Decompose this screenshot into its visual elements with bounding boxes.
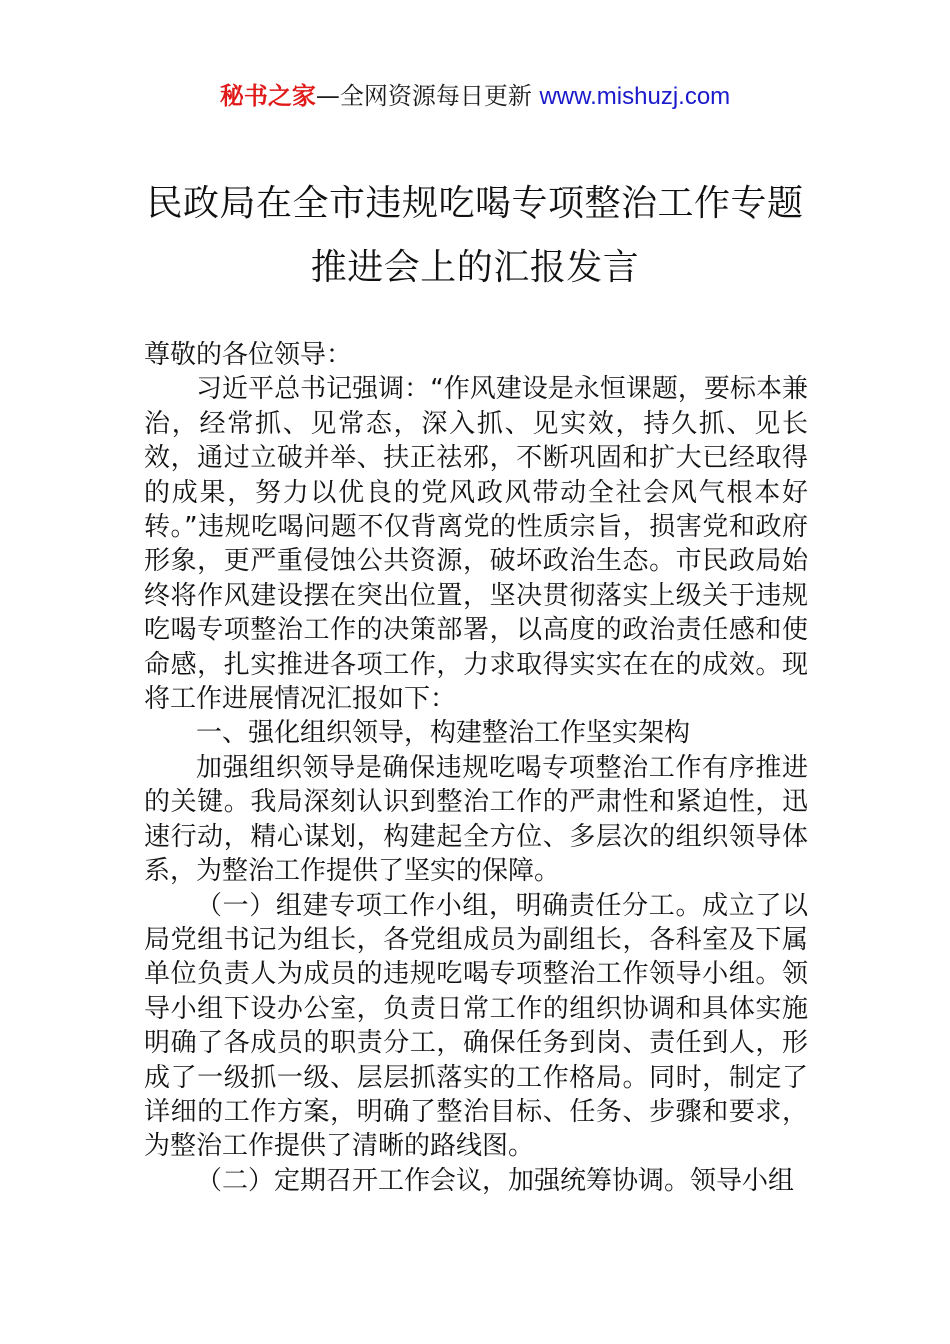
- site-header: [0, 80, 950, 113]
- document-body: [144, 338, 808, 1198]
- salutation: 尊敬的各位领导：: [144, 340, 353, 370]
- document-title: [60, 172, 890, 300]
- paragraph-subsection-2: （二）定期召开工作会议，加强统筹协调。领导小组: [196, 1165, 795, 1196]
- paragraph-intro: 习近平总书记强调：“作风建设是永恒课题，要标本兼治，经常抓、见常态，深入抓、见实效，持久抓、见长效，通过立破并举、扶正祛邪，不断巩固和扩大已经取得的成果，努力以优良的党风政风带动全社会风气根本好转。”违规吃喝问题不仅背离党的性质宗旨，损害党和政府形象，更严重侵蚀公共资源，破坏政治生态。市民政局始终将作风建设摆在突出位置，坚决贯彻落实上级关于违规吃喝专项整治工作的决策部署，以高度的政治责任感和使命感，扎实推进各项工作，力求取得实实在在的成效。现将工作进展情况汇报如下：: [144, 374, 808, 715]
- title-line-2: 推进会上的汇报发言: [310, 247, 640, 288]
- section-heading-1: 一、强化组织领导，构建整治工作坚实架构: [196, 718, 691, 749]
- paragraph-subsection-1: （一）组建专项工作小组，明确责任分工。成立了以局党组书记为组长，各党组成员为副组长，各科室及下属单位负责人为成员的违规吃喝专项整治工作领导小组。领导小组下设办公室，负责日常工作的组织协调和具体实施明确了各成员的职责分工，确保任务到岗、责任到人，形成了一级抓一级、层层抓落实的工作格局。同时，制定了详细的工作方案，明确了整治目标、任务、步骤和要求，为整治工作提供了清晰的路线图。: [144, 890, 808, 1162]
- header-tagline: —全网资源每日更新: [315, 82, 540, 110]
- site-url-link[interactable]: www.mishuzj.com: [539, 83, 731, 110]
- title-line-1: 民政局在全市违规吃喝专项整治工作专题: [146, 183, 804, 224]
- brand-name: 秘书之家: [219, 82, 316, 110]
- paragraph-section-1: 加强组织领导是确保违规吃喝专项整治工作有序推进的关键。我局深刻认识到整治工作的严肃性和紧迫性，迅速行动，精心谋划，构建起全方位、多层次的组织领导体系，为整治工作提供了坚实的保障。: [144, 752, 808, 887]
